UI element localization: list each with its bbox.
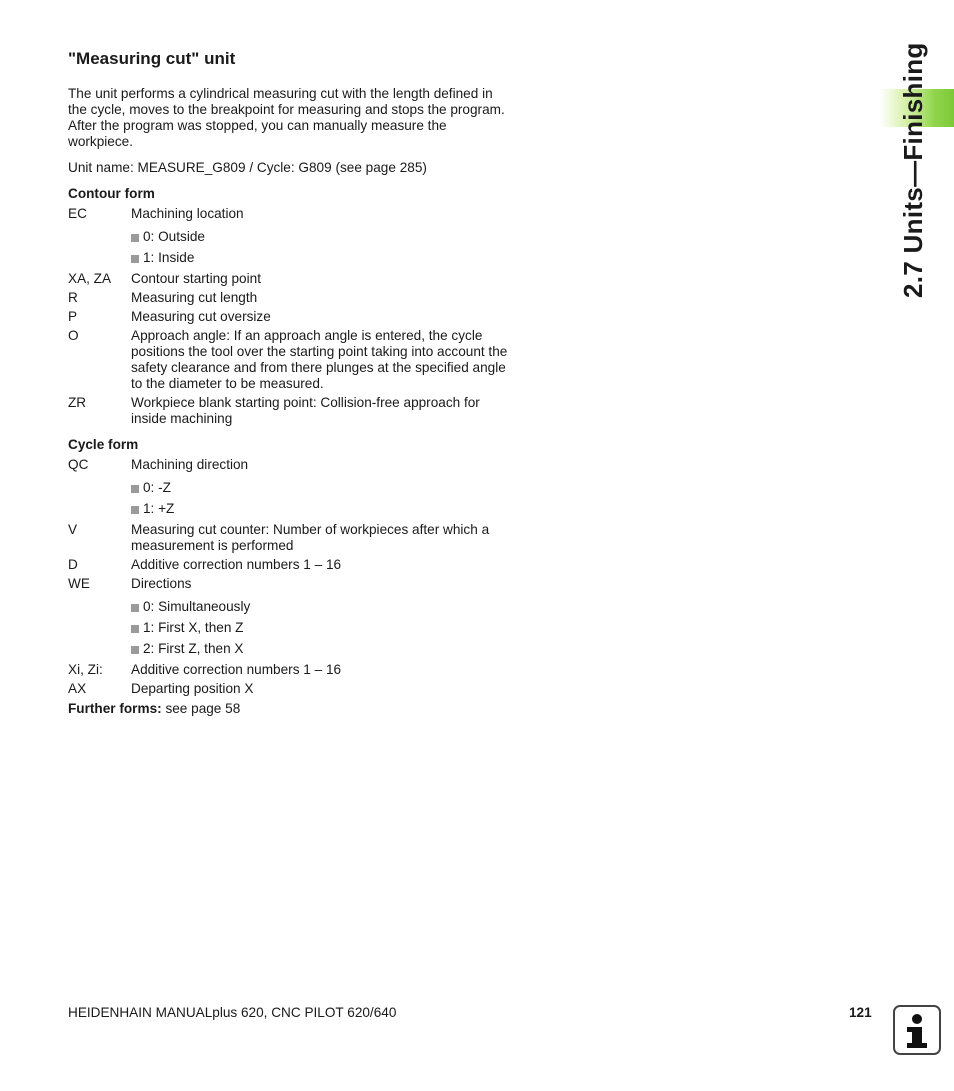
chapter-title: 2.7 Units—Finishing — [898, 42, 928, 298]
param-code: AX — [68, 681, 87, 696]
cycle-form-params — [68, 457, 513, 697]
param-code: V — [68, 522, 78, 537]
page-heading: "Measuring cut" unit — [68, 49, 236, 68]
info-icon — [893, 1005, 941, 1055]
unit-name-line: Unit name: MEASURE_G809 / Cycle: G809 (see page 285) — [68, 160, 427, 175]
param-row — [68, 681, 513, 697]
further-forms-text: see page 58 — [165, 701, 241, 716]
contour-form-title: Contour form — [68, 186, 155, 201]
cycle-form-title: Cycle form — [68, 437, 139, 452]
option-label: 0: Outside — [143, 229, 205, 244]
param-row — [68, 271, 513, 287]
option-label: 1: Inside — [143, 250, 195, 265]
option-item — [131, 620, 513, 636]
param-description: Additive correction numbers 1 – 16 — [131, 557, 342, 572]
param-row — [68, 290, 513, 306]
param-description: Additive correction numbers 1 – 16 — [131, 662, 342, 677]
param-row — [68, 395, 513, 427]
option-label: 0: -Z — [143, 480, 171, 495]
param-row — [68, 309, 513, 325]
param-code: XA, ZA — [68, 271, 112, 286]
param-row — [68, 457, 513, 473]
param-options — [131, 480, 513, 517]
square-bullet-icon — [131, 604, 139, 612]
param-description: Departing position X — [131, 681, 254, 696]
intro-paragraph: The unit performs a cylindrical measuring cut with the length defined in the cycle, moves to the breakpoint for measuring and stops the program. After the program was stopped, you can manually measure the workpiece. — [68, 86, 505, 149]
param-description: Measuring cut counter: Number of workpieces after which a measurement is performed — [131, 522, 490, 553]
square-bullet-icon — [131, 485, 139, 493]
param-code: Xi, Zi: — [68, 662, 103, 677]
option-item — [131, 229, 513, 245]
param-description: Measuring cut length — [131, 290, 258, 305]
square-bullet-icon — [131, 255, 139, 263]
option-item — [131, 480, 513, 496]
param-code: ZR — [68, 395, 87, 410]
option-item — [131, 641, 513, 657]
further-forms-label: Further forms: — [68, 701, 162, 716]
param-options — [131, 599, 513, 657]
param-code: WE — [68, 576, 90, 591]
param-row — [68, 662, 513, 678]
square-bullet-icon — [131, 506, 139, 514]
param-row — [68, 557, 513, 573]
param-description: Measuring cut oversize — [131, 309, 271, 324]
param-code: EC — [68, 206, 87, 221]
square-bullet-icon — [131, 625, 139, 633]
param-row — [68, 522, 513, 554]
param-row — [68, 206, 513, 222]
param-code: P — [68, 309, 78, 324]
main-content — [68, 48, 513, 717]
param-description: Machining direction — [131, 457, 249, 472]
option-item — [131, 250, 513, 266]
param-description: Machining location — [131, 206, 244, 221]
param-description: Contour starting point — [131, 271, 261, 286]
contour-form-params — [68, 206, 513, 427]
square-bullet-icon — [131, 234, 139, 242]
option-label: 2: First Z, then X — [143, 641, 244, 656]
param-description: Approach angle: If an approach angle is entered, the cycle positions the tool over the starting point taking into account the safety clearance and from there plunges at the specified angle to the diameter to be measured. — [131, 328, 508, 391]
footer-manual-title: HEIDENHAIN MANUALplus 620, CNC PILOT 620/640 — [68, 1005, 397, 1020]
param-row — [68, 328, 513, 392]
param-code: R — [68, 290, 78, 305]
option-label: 1: First X, then Z — [143, 620, 244, 635]
param-description: Workpiece blank starting point: Collision-free approach for inside machining — [131, 395, 480, 426]
param-code: D — [68, 557, 78, 572]
option-label: 0: Simultaneously — [143, 599, 251, 614]
square-bullet-icon — [131, 646, 139, 654]
param-options — [131, 229, 513, 266]
option-item — [131, 501, 513, 517]
option-label: 1: +Z — [143, 501, 175, 516]
further-forms — [68, 701, 513, 717]
param-row — [68, 576, 513, 592]
param-description: Directions — [131, 576, 192, 591]
option-item — [131, 599, 513, 615]
page-number: 121 — [849, 1005, 872, 1020]
param-code: O — [68, 328, 79, 343]
param-code: QC — [68, 457, 89, 472]
